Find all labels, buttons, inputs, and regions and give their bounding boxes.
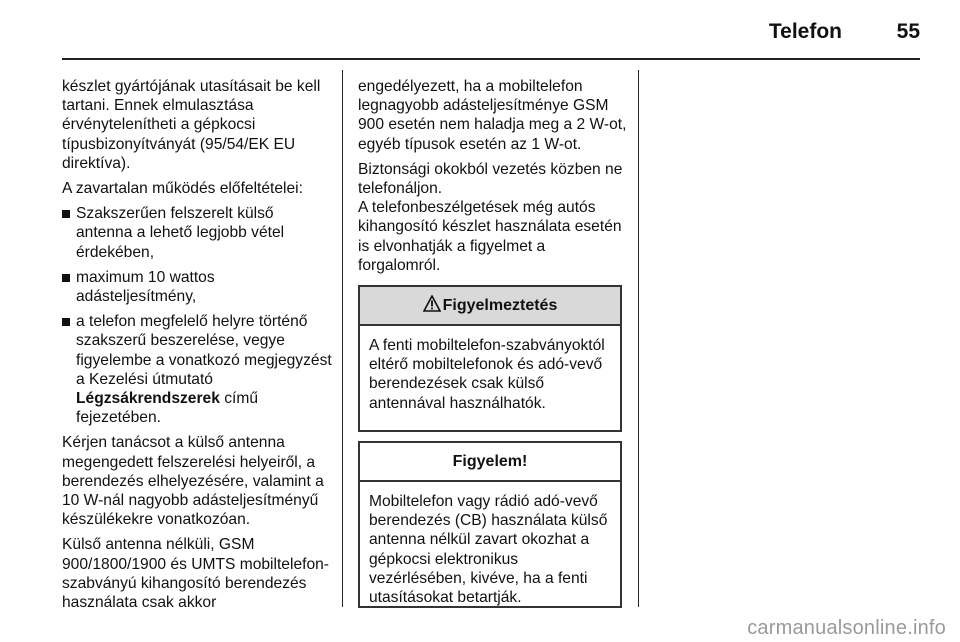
paragraph: készlet gyártójának utasításait be kell tartani. Ennek elmulasztása érvénytelenítheti a gépkocsi típusbizonyítványát (95/54/EK EU direktíva). xyxy=(62,78,321,172)
square-bullet-icon xyxy=(62,318,70,326)
list-item-text: maximum 10 wattos adásteljesítmény, xyxy=(76,268,215,306)
list-item-text: Szakszerűen felszerelt külső antenna a lehető legjobb vétel érdekében, xyxy=(76,205,285,261)
page-header xyxy=(0,0,960,60)
section-title: Telefon xyxy=(768,20,842,43)
paragraph: Kérjen tanácsot a külső antenna megengedett felszerelési helyeiről, a berendezés elhelyezésére, valamint a 10 W-nál nagyobb adásteljesítményű készülékekre vonatkozóan. xyxy=(62,434,324,529)
column-divider-right xyxy=(638,70,639,607)
list-item xyxy=(62,204,332,262)
middle-column xyxy=(358,77,628,281)
list-item xyxy=(62,312,332,427)
square-bullet-icon xyxy=(62,210,70,218)
notice-box xyxy=(358,441,622,608)
list-item xyxy=(62,268,332,306)
warning-body: A fenti mobiltelefon-szabványoktól eltérő mobiltelefonok és adó-vevő berendezések csak külső antennával használhatók. xyxy=(369,337,605,412)
paragraph: Külső antenna nélküli, GSM 900/1800/1900 és UMTS mobiltelefon-szabványú kihangosító berendezés használata csak akkor xyxy=(62,536,329,612)
paragraph: A zavartalan működés előfeltételei: xyxy=(62,180,303,198)
paragraph: A telefonbeszélgetések még autós kihangosító készlet használata esetén is elvonhatják a figyelmet a forgalomról. xyxy=(358,199,622,274)
warning-box xyxy=(358,285,622,432)
square-bullet-icon xyxy=(62,274,70,282)
warning-triangle-icon xyxy=(423,289,441,326)
warning-title: Figyelmeztetés xyxy=(442,297,558,314)
column-divider-left xyxy=(342,70,343,607)
callout-boxes xyxy=(358,285,622,617)
paragraph: engedélyezett, ha a mobiltelefon legnagyobb adásteljesítménye GSM 900 esetén nem haladja meg a 2 W-ot, egyéb típusok esetén az 1 W-ot. xyxy=(358,78,627,153)
chapter-reference: Légzsákrendszerek xyxy=(76,390,220,408)
warning-box-header xyxy=(360,287,620,326)
header-rule xyxy=(62,58,920,60)
page-number: 55 xyxy=(896,20,920,43)
watermark: carmanualsonline.info xyxy=(747,617,946,639)
notice-body: Mobiltelefon vagy rádió adó-vevő berendezés (CB) használata külső antenna nélkül zavart okozhat a gépkocsi elektronikus vezérlésében, kivéve, ha a fenti utasításokat betartják. xyxy=(369,493,608,607)
list-item-text: a telefon megfelelő helyre történő szakszerű beszerelése, vegye figyelembe a vonatkozó megjegyzést a Kezelési útmutató xyxy=(76,313,332,388)
left-column xyxy=(62,77,332,618)
notice-box-header: Figyelem! xyxy=(360,443,620,482)
bullet-list xyxy=(62,204,332,427)
paragraph: Biztonsági okokból vezetés közben ne telefonáljon. xyxy=(358,160,623,198)
list-item-text-tail: című fejezetében. xyxy=(76,390,259,427)
